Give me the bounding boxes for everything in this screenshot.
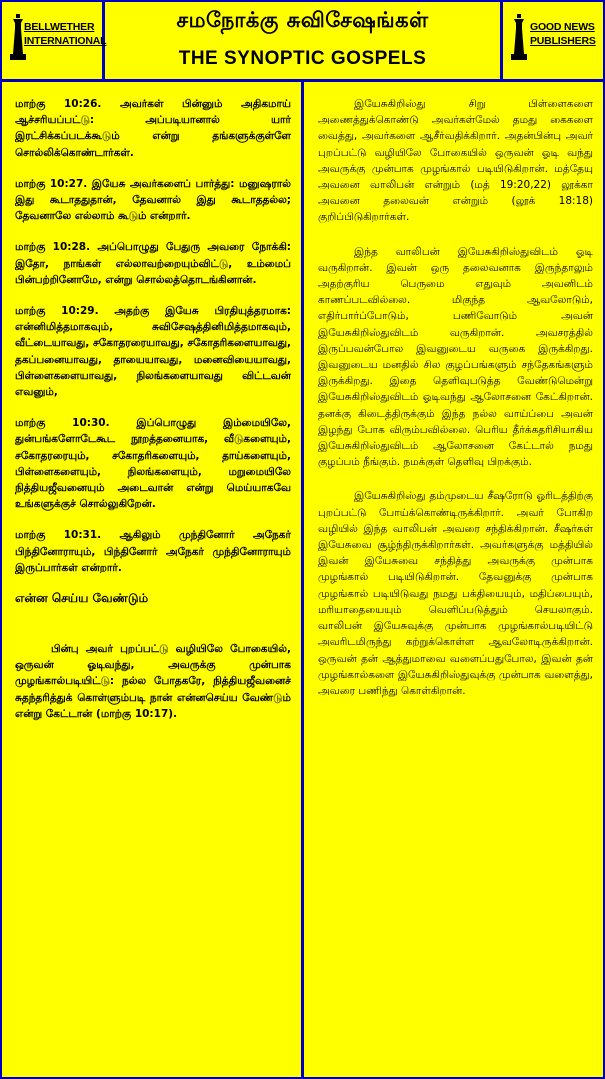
header: [2, 2, 603, 82]
lighthouse-icon: [511, 14, 527, 60]
logo-text-line2: INTERNATIONAL: [24, 35, 107, 47]
verse-paragraph: மாற்கு 10:28. அப்பொழுது பேதுரு அவரை நோக்கி: இதோ, நாங்கள் எல்லாவற்றையும்விட்டு, உம்மைப் பின்பற்றினோமே, என்று சொல்லத்தொடங்கினான்.: [15, 241, 291, 286]
page-title-tamil: சமநோக்கு சுவிசேஷங்கள்: [176, 8, 429, 32]
good-news-logo: [500, 2, 603, 79]
logo-text-line2: PUBLISHERS: [530, 35, 596, 47]
verse-paragraph: மாற்கு 10:26. அவர்கள் பின்னும் அதிகமாய் ஆச்சரியப்பட்டு: அப்படியானால் யார் இரட்சிக்கப்படக்கூடும் என்று தங்களுக்குள்ளே சொல்லிக்கொண்டார்கள்.: [15, 98, 291, 159]
verse-paragraph: மாற்கு 10:27. இயேசு அவர்களைப் பார்த்து: மனுஷரால் இது கூடாததுதான், தேவனால் இது கூடாததல்ல; தேவனாலே எல்லாம் கூடும் என்றார்.: [15, 177, 291, 223]
commentary-paragraph: இந்த வாலிபன் இயேசுகிறிஸ்துவிடம் ஓடி வருகிறான். இவன் ஒரு தலைவனாக இருந்தாலும் அதற்குரிய பெருமை எதுவும் அவனிடம் காணப்படவில்லை. மிகுந்த ஆவலோடும், எதிர்பார்ப்போடும், பணிவோடும் அவன் இயேசுகிறிஸ்துவிடம் வருகிறான். அவசரத்தில் இருப்பவன்போல இவனுடைய வருகை இருக்கிறது. இவனுடைய மனதில் சில குழப்பங்களும் சந்தேகங்களும் இருக்கிறது. இதை தெளிவுபடுத்த வேண்டுமென்று இயேசுகிறிஸ்துவிடம் ஓடிவந்து ஆலோசனை கேட்கிறான். தனக்கு கிடைத்திருக்கும் இந்த நல்ல வாய்ப்பை அவன் இழந்து போக விரும்பவில்லை. பெரிய தீர்க்கதரிசியாகிய இயேசுகிறிஸ்துவிடம் ஆலோசனை கேட்டால் நமது குழப்பம் நீங்கும். நமக்குள் தெளிவு பிறக்கும்.: [318, 245, 593, 469]
right-column: [304, 82, 603, 1077]
logo-text-line1: GOOD NEWS: [530, 21, 595, 33]
verse-paragraph: மாற்கு 10:29. அதற்கு இயேசு பிரதியுத்தரமாக: என்னிமித்தமாகவும், சுவிசேஷத்தினிமித்தமாகவும், வீட்டையாவது, சகோதரரையாவது, சகோதரிகளையாவது, தகப்பனையாவது, தாயையாவது, மனைவியையாவது, பிள்ளைகளையாவது, நிலங்களையாவது விட்டவன் எவனும்,: [15, 305, 291, 399]
commentary-paragraph: இயேசுகிறிஸ்து தம்முடைய சீஷரோடு ஓரிடத்திற்கு புறப்பட்டு போய்க்கொண்டிருக்கிறார். அவர் போகிற வழியில் இந்த வாலிபன் அவரை சந்திக்கிறான். சீஷர்கள் இயேசுவை சூழ்ந்திருக்கிறார்கள். அவர்களுக்கு மத்தியில் இவன் இயேசுவை சந்தித்து அவருக்கு முன்பாக முழங்கால் படியிடுகிறான். தேவனுக்கு முன்பாக முழங்கால் படியிடுவது நமது பக்தியையும், மதிப்பையும், மரியாதையையும் வெளிப்படுத்தும் செயலாகும். வாலிபன் இயேசுவுக்கு முன்பாக முழங்கால்படியிட்டு அவரிடமிருந்து கற்றுக்கொள்ள ஆவலோடிருக்கிறான். ஒருவன் தன் ஆத்துமாவை வளைப்பதுபோல, இவன் தன் முழங்கால்களை இயேசுகிறிஸ்துவுக்கு முன்பாக வளைத்து, அவரை பணிந்து கொள்கிறான்.: [318, 490, 593, 697]
title-area: [105, 2, 500, 79]
commentary-paragraph: இயேசுகிறிஸ்து சிறு பிள்ளைகளை அணைத்துக்கொண்டு அவர்கள்மேல் தமது கைகளை வைத்து, அவர்களை ஆசீர்வதிக்கிறார். அதன்பின்பு அவர் புறப்பட்டு வழியிலே போகையில் ஒருவன் ஓடி வந்து அவருக்கு முன்பாக முழங்கால் படியிடுகிறான். மத்தேயு அவனை வாலிபன் என்றும் (மத் 19:20,22) லூக்கா அவனை தலைவன் என்றும் (லூக் 18:18) குறிப்பிடுகிறார்கள்.: [318, 98, 593, 224]
verse-paragraph: மாற்கு 10:30. இப்பொழுது இம்மையிலே, துன்பங்களோடேகூட நூறத்தனையாக, வீடுகளையும், சகோதரரையும், சகோதரிகளையும், தாய்களையும், பிள்ளைகளையும், நிலங்களையும், மறுமையிலே நித்தியஜீவனையும் அடைவான் என்று மெய்யாகவே உங்களுக்குச் சொல்லுகிறேன்.: [15, 417, 291, 511]
verse-paragraph: மாற்கு 10:31. ஆகிலும் முந்தினோர் அநேகர் பிந்தினோராயும், பிந்தினோர் அநேகர் முந்தினோராயும் இருப்பார்கள் என்றார்.: [15, 529, 291, 574]
page-title-english: THE SYNOPTIC GOSPELS: [178, 48, 427, 69]
bellwether-logo: [2, 2, 105, 79]
logo-text-line1: BELLWETHER: [24, 21, 95, 33]
verse-paragraph: பின்பு அவர் புறப்பட்டு வழியிலே போகையில், ஒருவன் ஓடிவந்து, அவருக்கு முன்பாக முழங்கால்படியிட்டு: நல்ல போதகரே, நித்தியஜீவனைச் சுதந்தரித்துக் கொள்ளும்படி நான் என்னசெய்ய வேண்டும் என்று கேட்டான் (மாற்கு 10:17).: [15, 643, 291, 720]
section-heading: என்ன செய்ய வேண்டும்: [15, 591, 149, 606]
left-column: [2, 82, 304, 1077]
